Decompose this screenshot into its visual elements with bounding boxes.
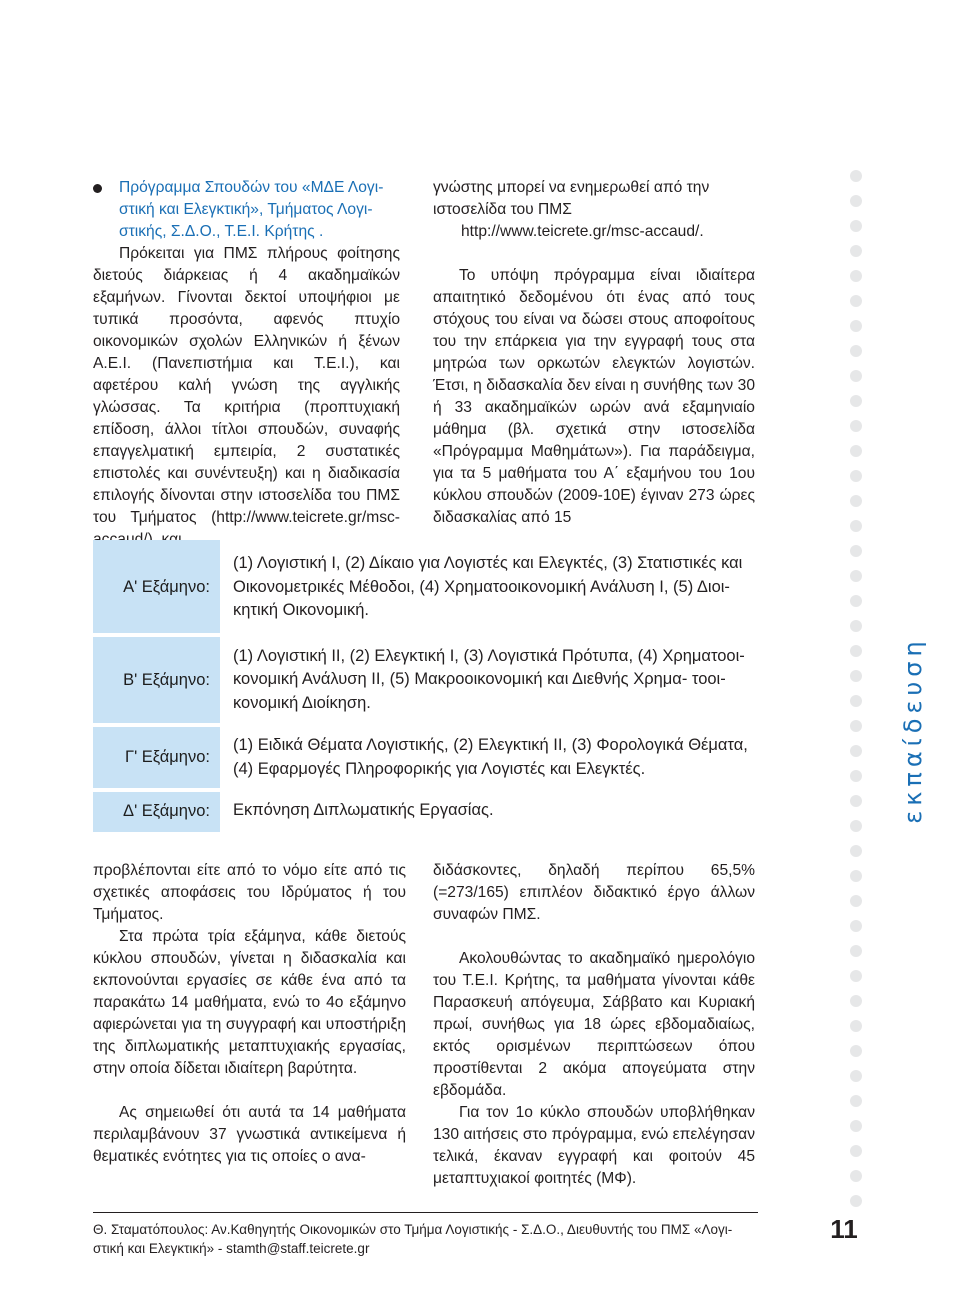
decorative-dot: [850, 1120, 862, 1132]
footnote-line: στική και Ελεγκτική» - stamth@staff.teicrete.gr: [93, 1241, 370, 1256]
decorative-dot: [850, 870, 862, 882]
page-number: 11: [830, 1214, 858, 1244]
row-divider: [93, 788, 780, 792]
semester-label: Δ' Εξάμηνο:: [93, 790, 220, 832]
semester-courses: [220, 790, 780, 832]
decorative-dot: [850, 1095, 862, 1107]
bullet-icon: [93, 184, 102, 193]
decorative-dot: [850, 1195, 862, 1207]
heading-line: Πρόγραμμα Σπουδών του «ΜΔΕ Λογι-: [119, 179, 384, 196]
course-line: Εκπόνηση Διπλωματικής Εργασίας.: [233, 801, 494, 820]
semester-row: [93, 540, 780, 635]
section-label: [893, 636, 933, 824]
course-line: κονομική Ανάλυση ΙΙ, (5) Μακροοικονομική και Διεθνής Χρημα- τοοι-: [233, 670, 726, 689]
decorative-dot: [850, 320, 862, 332]
paragraph: Το υπόψη πρόγραμμα είναι ιδιαίτερα απαιτητικό δεδομένου ότι ένας από τους στόχους του είναι να δώσει στους αποφοίτους του την επάρκεια για την εγγραφή τους στα μητρώα των ορκωτών ελεγκτών λογιστών. Έτσι, η διδασκαλία δεν είναι η συνήθης των 30 ή 33 ακαδημαϊκών ωρών ανά εξαμηνιαίο μάθημα (βλ. σχετικά στην ιστοσελίδα «Πρόγραμμα Μαθημάτων»). Για παράδειγμα, για τα 5 μαθήματα του Α΄ εξαμήνου του 1ου κύκλου σπουδών (2009-10Ε) έγιναν 273 ώρες διδασκαλίας από 15: [433, 267, 755, 526]
decorative-dot: [850, 745, 862, 757]
decorative-dot: [850, 1020, 862, 1032]
paragraph: γνώστης μπορεί να ενημερωθεί από την ιστοσελίδα του ΠΜΣ: [433, 179, 710, 218]
course-line: Οικονομετρικές Μέθοδοι, (4) Χρηματοοικονομική Ανάλυση Ι, (5) Διοι-: [233, 577, 730, 596]
decorative-dot: [850, 345, 862, 357]
decorative-dot: [850, 170, 862, 182]
semester-row: [93, 725, 780, 790]
footer-divider: [93, 1212, 758, 1213]
bottom-right-column: [433, 860, 755, 1190]
decorative-dot: [850, 670, 862, 682]
decorative-dot: [850, 445, 862, 457]
heading-line: στική και Ελεγκτική», Τμήματος Λογι-: [119, 201, 373, 218]
heading-line: στικής, Σ.Δ.Ο., Τ.Ε.Ι. Κρήτης .: [119, 223, 324, 240]
decorative-dot: [850, 945, 862, 957]
decorative-dot: [850, 895, 862, 907]
author-footnote: [93, 1220, 773, 1258]
paragraph: Στα πρώτα τρία εξάμηνα, κάθε διετούς κύκλου σπουδών, γίνεται η διδασκαλία και εκπονούνται εργασίες σε κάθε ένα από τα παρακάτω 14 μαθήματα, ενώ το 4ο εξάμηνο αφιερώνεται για τη συγγραφή και υποστήριξη της διπλωματικής μεταπτυχιακής εργασίας, στην οποία δίδεται ιδιαίτερη βαρύτητα.: [93, 928, 406, 1077]
decorative-dot: [850, 645, 862, 657]
program-heading: [93, 177, 400, 243]
top-left-column: [93, 177, 400, 551]
decorative-dot: [850, 545, 862, 557]
course-line: (1) Λογιστική ΙΙ, (2) Ελεγκτική Ι, (3) Λογιστικά Πρότυπα, (4) Χρηματοοι-: [233, 646, 745, 665]
decorative-dot: [850, 420, 862, 432]
semester-row: [93, 790, 780, 832]
course-line: (4) Εφαρμογές Πληροφορικής για Λογιστές και Ελεγκτές.: [233, 759, 646, 778]
decorative-dot: [850, 1070, 862, 1082]
semester-label: Γ' Εξάμηνο:: [93, 725, 220, 790]
row-divider: [93, 633, 780, 637]
decorative-dot: [850, 970, 862, 982]
decorative-dot: [850, 920, 862, 932]
decorative-dot: [850, 995, 862, 1007]
semester-courses: [220, 725, 780, 790]
paragraph: Ακολουθώντας το ακαδημαϊκό ημερολόγιο του Τ.Ε.Ι. Κρήτης, τα μαθήματα γίνονται κάθε Παρασκευή απόγευμα, Σάββατο και Κυριακή πρωί, συνήθως για 18 ώρες εβδομαδιαίως, εκτός ορισμένων περιπτώσεων όπου προστίθενται 2 ακόμα απογεύματα στην εβδομάδα.: [433, 950, 755, 1099]
top-right-column: [433, 177, 755, 529]
decorative-dot: [850, 370, 862, 382]
course-line: (1) Ειδικά Θέματα Λογιστικής, (2) Ελεγκτική ΙΙ, (3) Φορολογικά Θέματα,: [233, 736, 748, 754]
decorative-dot: [850, 820, 862, 832]
decorative-dot: [850, 695, 862, 707]
bottom-left-column: [93, 860, 406, 1168]
decorative-dot: [850, 1145, 862, 1157]
semester-courses: [220, 540, 780, 635]
decorative-dot: [850, 770, 862, 782]
row-divider: [93, 723, 780, 727]
course-line: κητική Οικονομική.: [233, 601, 369, 620]
course-line: (1) Λογιστική Ι, (2) Δίκαιο για Λογιστές και Ελεγκτές, (3) Στατιστικές και: [233, 554, 743, 573]
decorative-dot: [850, 1170, 862, 1182]
decorative-dot: [850, 470, 862, 482]
decorative-dot: [850, 220, 862, 232]
decorative-dot: [850, 620, 862, 632]
decorative-dot: [850, 845, 862, 857]
program-url: http://www.teicrete.gr/msc-accaud/.: [461, 223, 704, 240]
section-label-text: εκπαίδευση: [899, 636, 927, 824]
decorative-dot: [850, 295, 862, 307]
decorative-dot: [850, 270, 862, 282]
decorative-dot: [850, 520, 862, 532]
decorative-dot: [850, 1045, 862, 1057]
paragraph: διδάσκοντες, δηλαδή περίπου 65,5% (=273/165) επιπλέον διδακτικό έργο άλλων συναφών ΠΜΣ.: [433, 862, 755, 923]
paragraph: Ας σημειωθεί ότι αυτά τα 14 μαθήματα περιλαμβάνουν 37 γνωστικά αντικείμενα ή θεματικές ενότητες για τις οποίες ο ανα-: [93, 1104, 406, 1165]
decorative-dot: [850, 195, 862, 207]
decorative-dots: [847, 0, 869, 1315]
semester-label: Β' Εξάμηνο:: [93, 635, 220, 725]
program-description: Πρόκειται για ΠΜΣ πλήρους φοίτησης διετούς διάρκειας ή 4 ακαδημαϊκών εξαμήνων. Γίνονται δεκτοί υποψήφιοι με τυπικά προσόντα, αφενός πτυχίο οικονομικών σχολών Ελληνικών ή ξένων Α.Ε.Ι. (Πανεπιστήμια και Τ.Ε.Ι.), και αφετέρου καλή γνώση της αγγλικής γλώσσας. Τα κριτήρια (προπτυχιακή επίδοση, άλλοι τίτλοι σπουδών, συναφής επαγγελματική εμπειρία, 2 συστατικές επιστολές και συνέντευξη) και η διαδικασία επιλογής δίνονται στην ιστοσελίδα του ΠΜΣ του Τμήματος (http://www.teicrete.gr/msc-: [93, 245, 400, 526]
decorative-dot: [850, 595, 862, 607]
decorative-dot: [850, 570, 862, 582]
footnote-line: Θ. Σταματόπουλος: Αν.Καθηγητής Οικονομικών στο Τμήμα Λογιστικής - Σ.Δ.Ο., Διευθυντής του ΠΜΣ «Λογι-: [93, 1222, 733, 1237]
decorative-dot: [850, 795, 862, 807]
semester-courses: [220, 635, 780, 725]
decorative-dot: [850, 720, 862, 732]
paragraph: προβλέπονται είτε από το νόμο είτε από τις σχετικές αποφάσεις του Ιδρύματος ή του Τμήματος.: [93, 862, 406, 923]
paragraph: Για τον 1ο κύκλο σπουδών υποβλήθηκαν 130 αιτήσεις στο πρόγραμμα, ενώ επελέγησαν τελικά, έκαναν εγγραφή και φοιτούν 45 μεταπτυχιακοί φοιτητές (ΜΦ).: [433, 1104, 755, 1187]
decorative-dot: [850, 495, 862, 507]
decorative-dot: [850, 245, 862, 257]
semester-label: Α' Εξάμηνο:: [93, 540, 220, 635]
decorative-dot: [850, 395, 862, 407]
semester-row: [93, 635, 780, 725]
course-line: κονομική Διοίκηση.: [233, 693, 371, 712]
